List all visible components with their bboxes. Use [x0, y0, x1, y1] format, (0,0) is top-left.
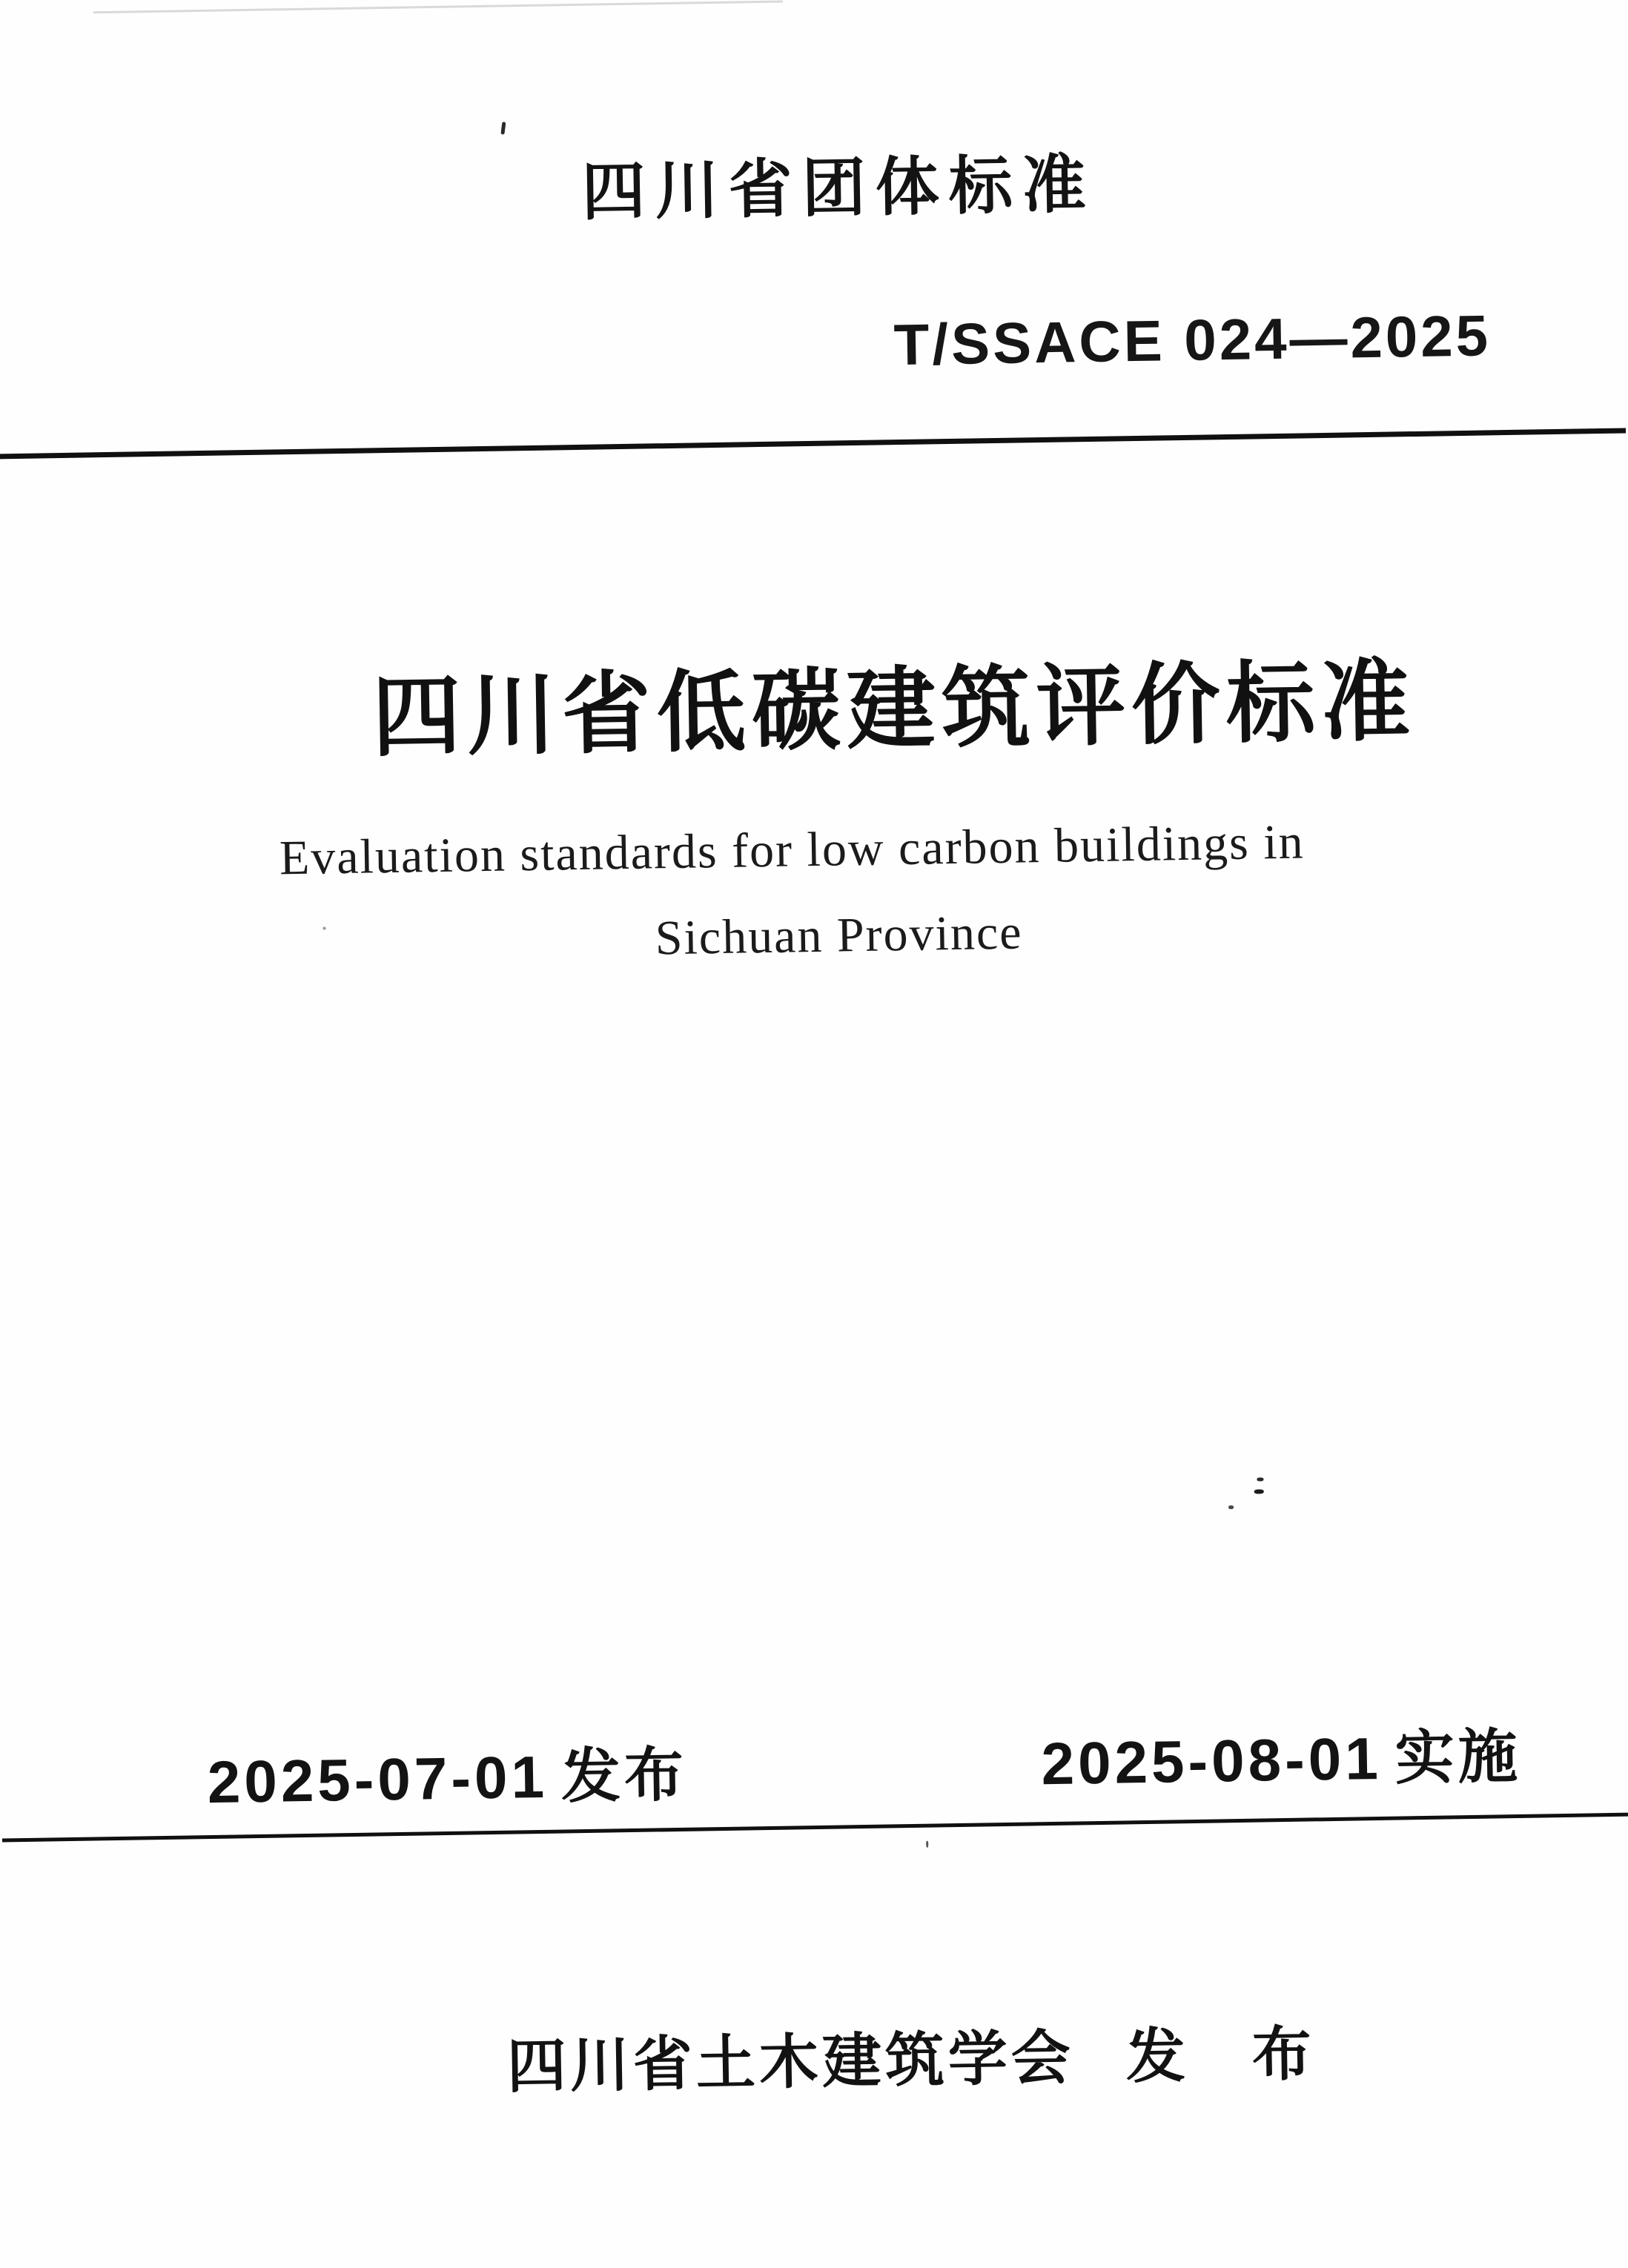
scan-speck	[1228, 1505, 1234, 1509]
standard-code: T/SSACE 024—2025	[893, 302, 1492, 378]
issue-date-label: 发布	[560, 1741, 688, 1810]
publisher-row	[506, 2020, 1316, 2100]
implement-date-label: 实施	[1394, 1722, 1522, 1791]
scan-speck	[926, 1841, 928, 1848]
scan-speck	[1257, 1477, 1263, 1481]
publisher-name: 四川省土木建筑学会	[506, 2024, 1075, 2100]
implement-date-row	[1040, 1722, 1522, 1797]
issue-date-row	[207, 1741, 688, 1816]
issue-date: 2025-07-01	[207, 1743, 549, 1816]
bottom-rule	[2, 1812, 1628, 1842]
top-rule	[0, 428, 1626, 459]
implement-date: 2025-08-01	[1040, 1725, 1383, 1797]
title-english-line2: Sichuan Province	[655, 905, 1024, 966]
scan-speck	[322, 926, 325, 929]
scan-speck	[1254, 1489, 1264, 1493]
scan-edge-artifact	[93, 0, 783, 13]
title-chinese: 四川省低碳建筑评价标准	[371, 651, 1417, 768]
scan-speck	[500, 122, 506, 134]
title-english-line1: Evaluation standards for low carbon buildings in	[279, 815, 1306, 886]
publisher-action-label: 发 布	[1125, 2020, 1316, 2090]
standard-category-label: 四川省团体标准	[581, 148, 1096, 228]
